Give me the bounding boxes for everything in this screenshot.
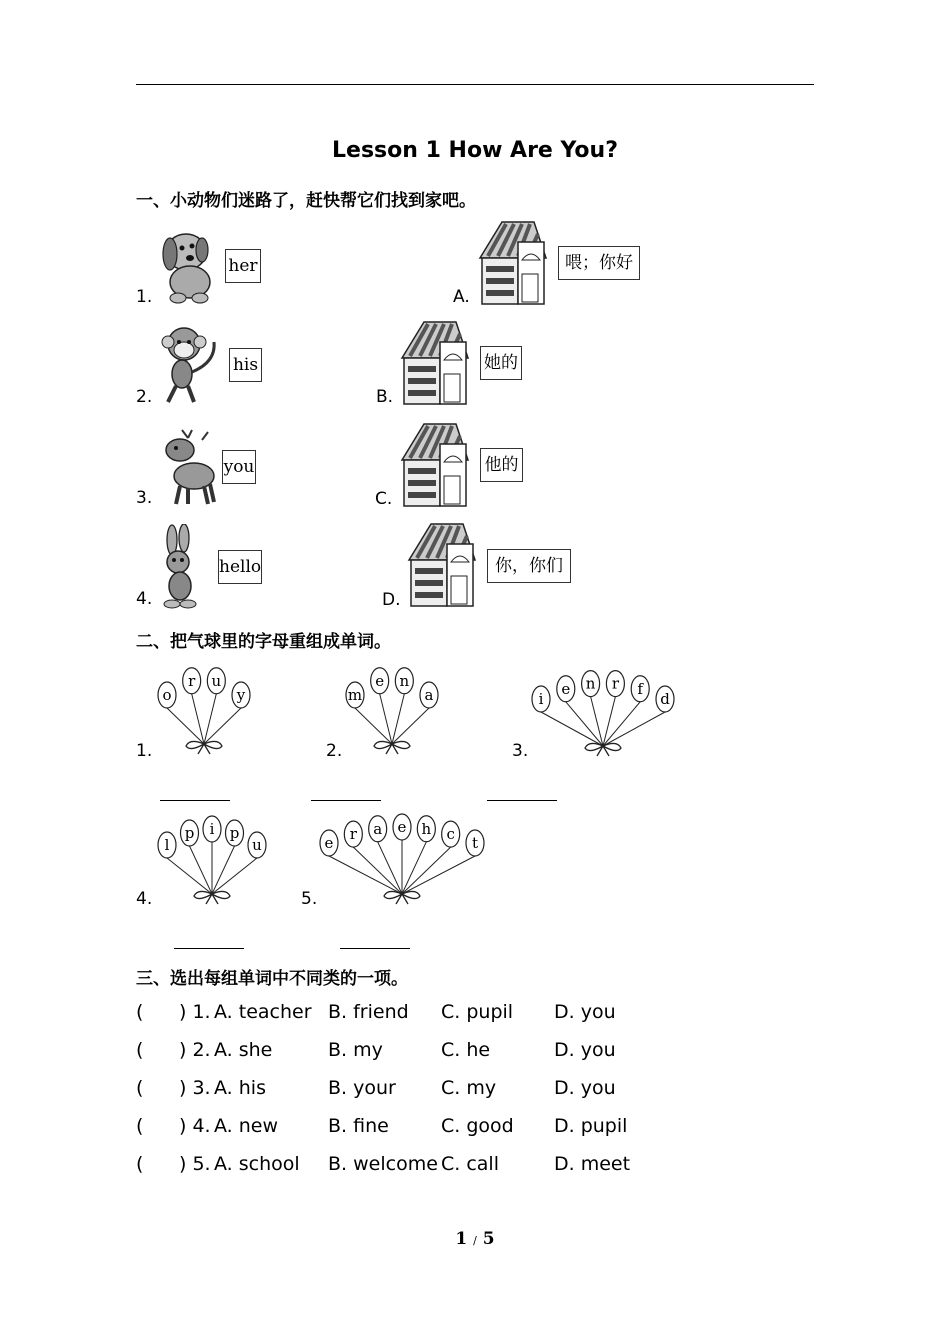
house-letter: B. bbox=[376, 387, 394, 407]
option-c: C. pupil bbox=[441, 1001, 514, 1023]
answer-blank[interactable] bbox=[174, 948, 244, 949]
balloon-letter: i bbox=[209, 820, 215, 838]
answer-blank[interactable] bbox=[311, 800, 381, 801]
option-c: C. my bbox=[441, 1077, 497, 1099]
question-number: ) 2. bbox=[179, 1039, 211, 1061]
ribbon-bow bbox=[186, 741, 222, 754]
balloon-string bbox=[167, 858, 212, 894]
meaning-box: 喂；你好 bbox=[558, 246, 640, 280]
house-letter: C. bbox=[375, 489, 393, 509]
word-box: his bbox=[229, 348, 262, 382]
balloon-string bbox=[378, 842, 402, 894]
balloon-string bbox=[402, 847, 451, 894]
balloon-letter: e bbox=[397, 818, 407, 836]
balloon-letter: c bbox=[446, 825, 455, 844]
section-1-heading: 一、小动物们迷路了，赶快帮它们找到家吧。 bbox=[136, 191, 476, 211]
item-number: 1. bbox=[136, 287, 153, 307]
balloon-string bbox=[603, 712, 665, 746]
page-number bbox=[0, 1229, 950, 1249]
ribbon-bow bbox=[194, 891, 230, 904]
balloon-letter: i bbox=[538, 690, 544, 708]
item-number: 5. bbox=[301, 889, 318, 909]
balloon-string bbox=[402, 842, 426, 894]
balloon-string bbox=[212, 846, 235, 894]
option-c: C. call bbox=[441, 1153, 499, 1175]
balloon-string bbox=[192, 694, 204, 744]
dog-icon bbox=[156, 224, 222, 306]
option-d: D. you bbox=[554, 1039, 616, 1061]
house-icon bbox=[398, 422, 470, 508]
balloon-string bbox=[167, 708, 204, 744]
balloon-bunch bbox=[344, 664, 440, 756]
balloon-bunch bbox=[318, 812, 486, 906]
answer-paren[interactable]: ( bbox=[136, 1077, 144, 1099]
section-2-heading: 二、把气球里的字母重组成单词。 bbox=[136, 632, 391, 652]
balloon-letter: r bbox=[611, 674, 619, 693]
item-number: 1. bbox=[136, 741, 153, 761]
balloon-letter: a bbox=[424, 686, 434, 704]
option-b: B. fine bbox=[328, 1115, 389, 1137]
balloon-letter: m bbox=[347, 686, 363, 704]
balloon-string bbox=[541, 712, 603, 746]
balloon-letter: n bbox=[399, 671, 410, 690]
word-box: hello bbox=[218, 550, 262, 584]
balloon-string bbox=[190, 846, 213, 894]
balloon-letter: r bbox=[188, 671, 196, 690]
answer-paren[interactable]: ( bbox=[136, 1115, 144, 1137]
option-b: B. your bbox=[328, 1077, 396, 1099]
question-number: ) 5. bbox=[179, 1153, 211, 1175]
total-pages: 5 bbox=[482, 1229, 495, 1249]
balloon-string bbox=[212, 858, 257, 894]
balloon-string bbox=[329, 856, 402, 894]
option-c: C. good bbox=[441, 1115, 514, 1137]
balloon-bunch bbox=[156, 664, 252, 756]
meaning-box: 你，你们 bbox=[487, 549, 571, 583]
balloon-letter: a bbox=[373, 819, 383, 838]
answer-paren[interactable]: ( bbox=[136, 1039, 144, 1061]
balloon-letter: p bbox=[229, 824, 240, 842]
balloon-letter: f bbox=[637, 679, 643, 698]
answer-paren[interactable]: ( bbox=[136, 1153, 144, 1175]
option-a: A. school bbox=[214, 1153, 300, 1175]
balloon-string bbox=[380, 694, 392, 744]
item-number: 3. bbox=[512, 741, 529, 761]
balloon-letter: o bbox=[162, 686, 172, 704]
balloon-bunch bbox=[530, 668, 676, 758]
ribbon-bow bbox=[585, 743, 621, 756]
meaning-box: 她的 bbox=[480, 346, 522, 380]
word-box: you bbox=[222, 450, 256, 484]
ribbon-bow bbox=[374, 741, 410, 754]
header-rule bbox=[136, 84, 814, 85]
answer-blank[interactable] bbox=[487, 800, 557, 801]
balloon-string bbox=[355, 708, 392, 744]
option-b: B. my bbox=[328, 1039, 383, 1061]
balloon-letter: d bbox=[660, 690, 670, 708]
option-a: A. his bbox=[214, 1077, 266, 1099]
rabbit-icon bbox=[158, 524, 216, 610]
current-page: 1 bbox=[455, 1229, 468, 1249]
option-b: B. friend bbox=[328, 1001, 409, 1023]
option-d: D. you bbox=[554, 1001, 616, 1023]
question-number: ) 4. bbox=[179, 1115, 211, 1137]
balloon-letter: u bbox=[252, 836, 262, 854]
balloon-letter: e bbox=[324, 834, 334, 852]
answer-paren[interactable]: ( bbox=[136, 1001, 144, 1023]
balloon-string bbox=[204, 694, 216, 744]
option-d: D. meet bbox=[554, 1153, 631, 1175]
option-b: B. welcome bbox=[328, 1153, 438, 1175]
deer-icon bbox=[158, 428, 222, 508]
balloon-letter: p bbox=[184, 824, 195, 842]
balloon-letter: e bbox=[375, 671, 385, 690]
option-d: D. pupil bbox=[554, 1115, 628, 1137]
option-a: A. new bbox=[214, 1115, 279, 1137]
meaning-box: 他的 bbox=[480, 448, 523, 482]
item-number: 2. bbox=[136, 387, 153, 407]
balloon-string bbox=[402, 856, 475, 894]
balloon-string bbox=[392, 694, 404, 744]
balloon-bunch bbox=[156, 814, 268, 906]
word-box: her bbox=[225, 249, 261, 283]
question-number: ) 1. bbox=[179, 1001, 211, 1023]
question-number: ) 3. bbox=[179, 1077, 211, 1099]
ribbon-bow bbox=[384, 891, 420, 904]
balloon-letter: u bbox=[211, 671, 222, 690]
page-separator: / bbox=[473, 1234, 477, 1247]
balloon-letter: e bbox=[561, 679, 571, 698]
house-letter: D. bbox=[382, 590, 401, 610]
answer-blank[interactable] bbox=[340, 948, 410, 949]
balloon-string bbox=[392, 708, 429, 744]
monkey-icon bbox=[156, 322, 226, 406]
page-title: Lesson 1 How Are You? bbox=[332, 138, 618, 163]
house-icon bbox=[405, 522, 477, 608]
balloon-letter: n bbox=[585, 674, 596, 693]
option-a: A. teacher bbox=[214, 1001, 312, 1023]
house-letter: A. bbox=[453, 287, 470, 307]
balloon-letter: y bbox=[236, 686, 246, 704]
item-number: 2. bbox=[326, 741, 343, 761]
balloon-string bbox=[204, 708, 241, 744]
balloon-letter: l bbox=[164, 836, 170, 854]
item-number: 4. bbox=[136, 889, 153, 909]
section-3-heading: 三、选出每组单词中不同类的一项。 bbox=[136, 969, 408, 989]
balloon-letter: t bbox=[471, 834, 479, 852]
option-a: A. she bbox=[214, 1039, 273, 1061]
balloon-letter: r bbox=[349, 825, 357, 844]
answer-blank[interactable] bbox=[160, 800, 230, 801]
balloon-letter: h bbox=[421, 819, 432, 838]
item-number: 4. bbox=[136, 589, 153, 609]
balloon-string bbox=[353, 847, 402, 894]
house-icon bbox=[476, 220, 548, 306]
option-c: C. he bbox=[441, 1039, 491, 1061]
item-number: 3. bbox=[136, 488, 153, 508]
option-d: D. you bbox=[554, 1077, 616, 1099]
house-icon bbox=[398, 320, 470, 406]
